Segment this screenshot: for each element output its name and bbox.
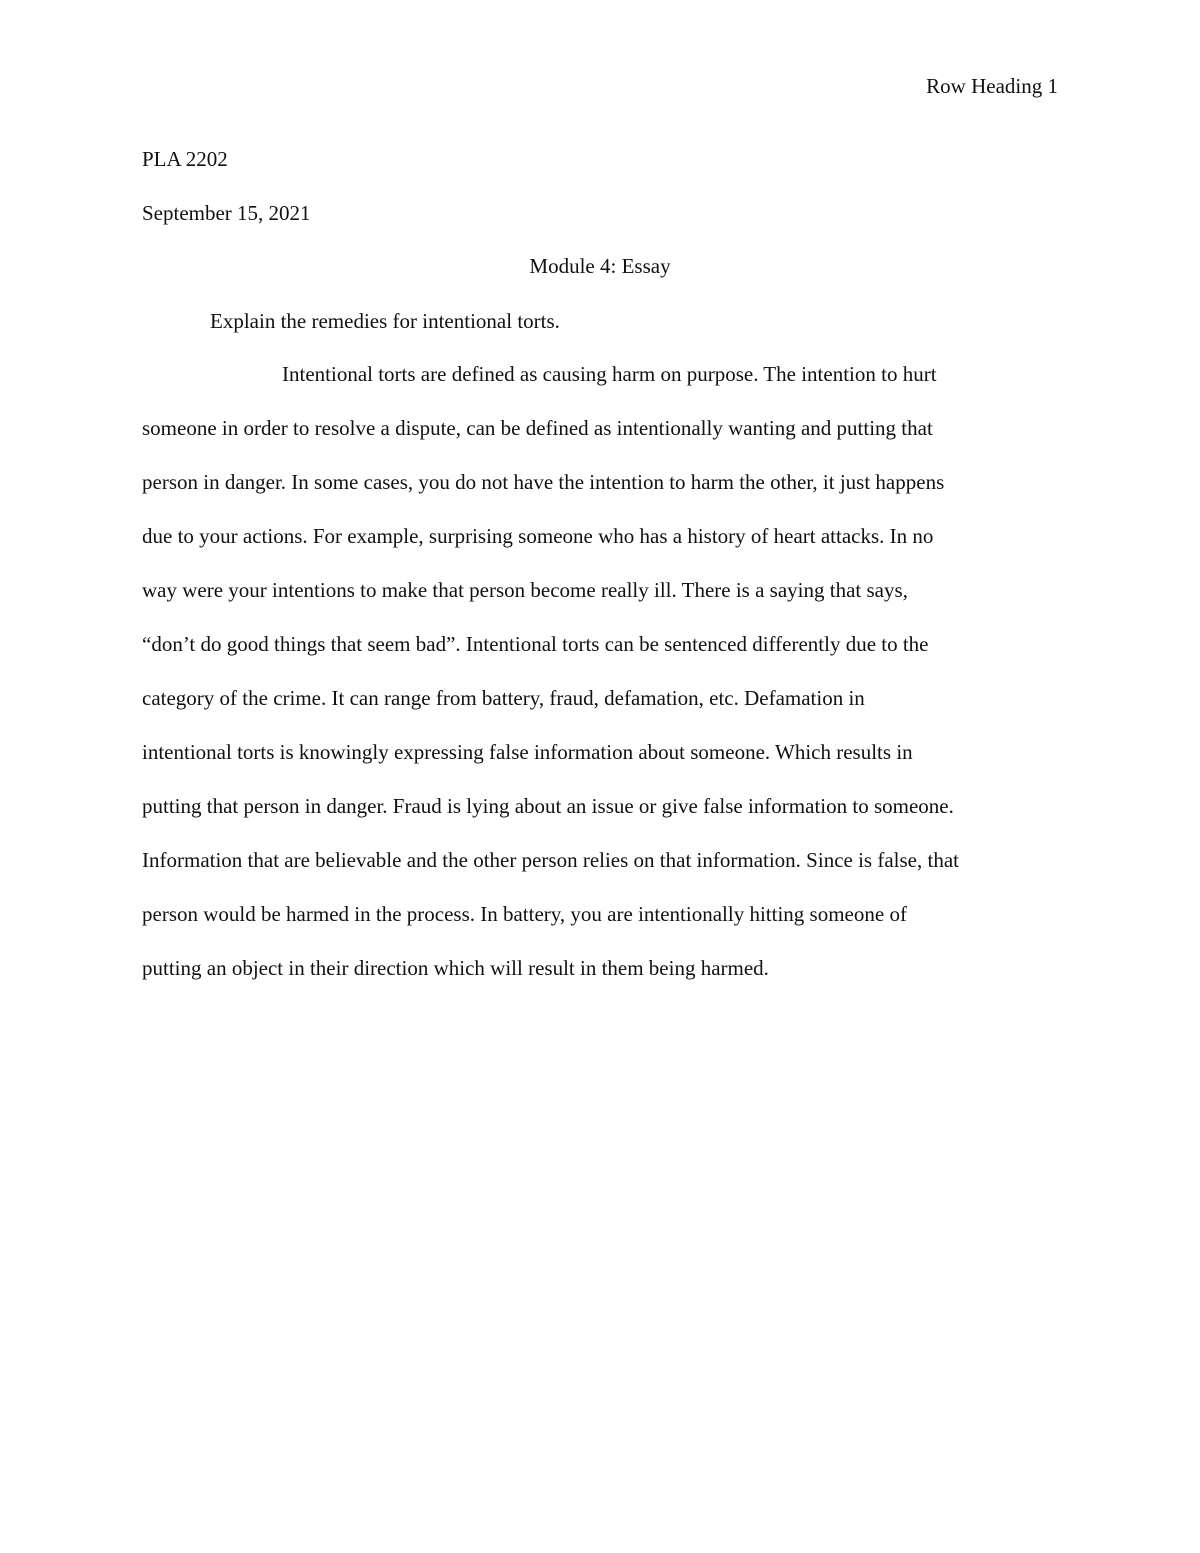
body-line: due to your actions. For example, surprising someone who has a history of heart attacks. In no — [142, 524, 934, 548]
running-head: Row Heading 1 — [926, 74, 1058, 98]
essay-body — [142, 360, 1058, 1008]
document-date: September 15, 2021 — [142, 201, 311, 225]
body-line: way were your intentions to make that person become really ill. There is a saying that says, — [142, 578, 908, 602]
body-line: Information that are believable and the other person relies on that information. Since is false, that — [142, 848, 959, 872]
body-line: someone in order to resolve a dispute, can be defined as intentionally wanting and putting that — [142, 416, 933, 440]
body-line: category of the crime. It can range from battery, fraud, defamation, etc. Defamation in — [142, 686, 865, 710]
body-line: intentional torts is knowingly expressing false information about someone. Which results in — [142, 740, 913, 764]
body-line: putting an object in their direction which will result in them being harmed. — [142, 956, 769, 980]
body-line: putting that person in danger. Fraud is lying about an issue or give false information to someone. — [142, 794, 954, 818]
body-line: Intentional torts are defined as causing harm on purpose. The intention to hurt — [282, 362, 937, 386]
body-line: “don’t do good things that seem bad”. Intentional torts can be sentenced differently due to the — [142, 632, 929, 656]
course-code: PLA 2202 — [142, 147, 228, 171]
body-line: person would be harmed in the process. In battery, you are intentionally hitting someone of — [142, 902, 907, 926]
essay-prompt: Explain the remedies for intentional torts. — [210, 309, 560, 333]
body-line: person in danger. In some cases, you do not have the intention to harm the other, it just happens — [142, 470, 945, 494]
essay-title: Module 4: Essay — [529, 254, 671, 278]
